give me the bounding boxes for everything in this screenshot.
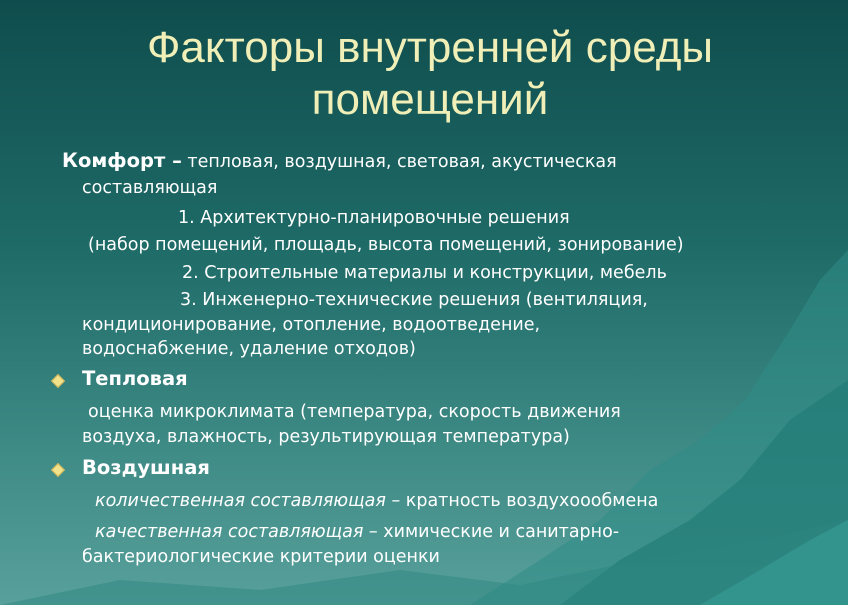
thermal-line-1: оценка микроклимата (температура, скорость движения xyxy=(88,402,621,422)
thermal-heading: Тепловая xyxy=(82,367,188,390)
comfort-components: тепловая, воздушная, световая, акустическая xyxy=(181,152,617,172)
comfort-item-1: 1. Архитектурно-планировочные решения xyxy=(178,208,570,228)
qualitative-label: качественная составляющая xyxy=(95,522,364,542)
air-qualitative-line-2: бактериологические критерии оценки xyxy=(82,547,440,567)
comfort-item-2: 2. Строительные материалы и конструкции, мебель xyxy=(182,263,667,283)
quantitative-label: количественная составляющая xyxy=(95,491,386,511)
bullet-diamond-icon xyxy=(51,374,65,388)
comfort-item-3: 3. Инженерно-технические решения (вентиляция, xyxy=(180,290,648,310)
air-heading: Воздушная xyxy=(82,456,210,479)
quantitative-text: – кратность воздухоообмена xyxy=(385,491,659,511)
comfort-item-3-line-2: кондиционирование, отопление, водоотведение, xyxy=(82,315,541,335)
qualitative-text: – химические и санитарно- xyxy=(363,522,620,542)
comfort-line-2: составляющая xyxy=(82,178,218,198)
air-quantitative xyxy=(95,489,658,513)
comfort-heading: Комфорт – xyxy=(62,149,182,172)
comfort-item-1-detail: (набор помещений, площадь, высота помещений, зонирование) xyxy=(88,235,684,255)
air-qualitative xyxy=(95,520,619,544)
comfort-line-1 xyxy=(62,149,617,174)
bullet-diamond-icon xyxy=(51,463,65,477)
comfort-item-3-line-3: водоснабжение, удаление отходов) xyxy=(82,339,416,359)
thermal-line-2: воздуха, влажность, результирующая температура) xyxy=(82,427,570,447)
title-line-2: помещений xyxy=(311,75,549,124)
title-line-1: Факторы внутренней среды xyxy=(146,23,714,72)
